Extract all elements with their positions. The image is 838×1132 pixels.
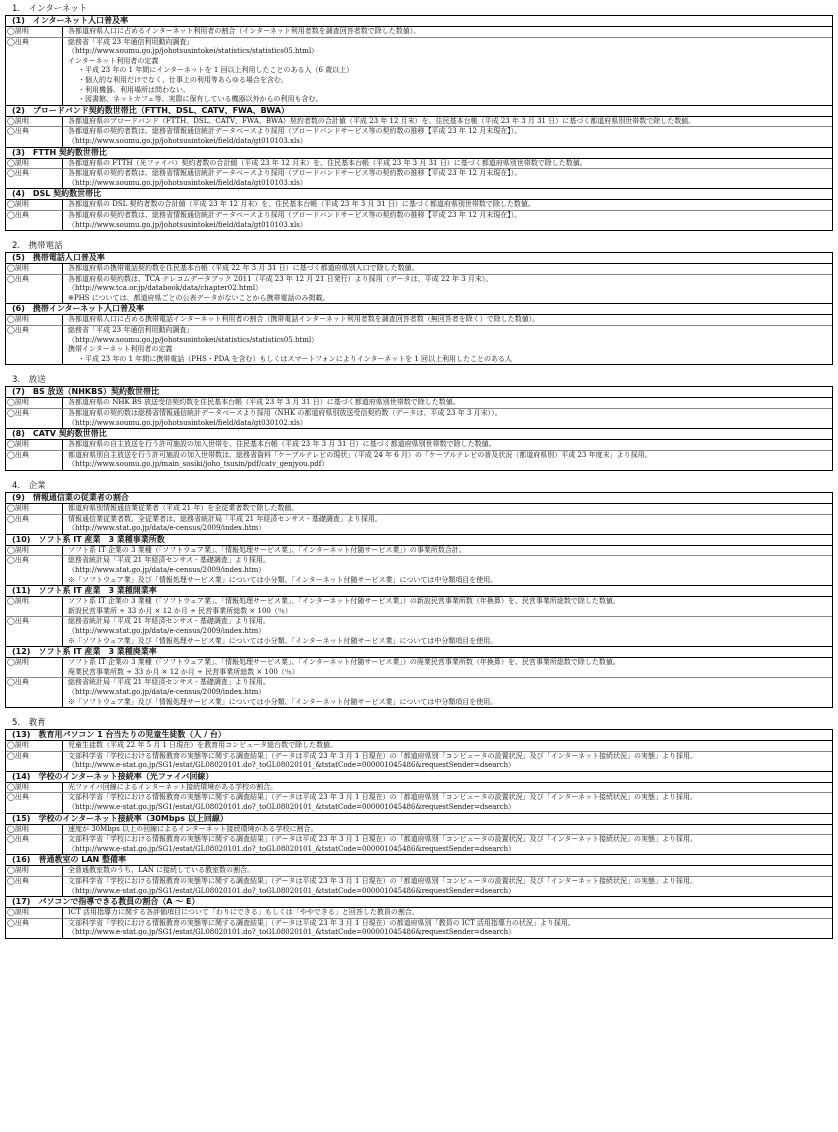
section-block [5,386,833,471]
text-line: 各都道府県人口に占めるインターネット利用者の割合（インターネット利用者数を調査回答者数で除した数値）。 [68,27,421,35]
item-box [5,646,833,708]
row-label: ◯説明 [6,546,63,556]
row-label: ◯出典 [6,169,63,188]
item-box [5,252,833,303]
row-label: ◯出典 [6,275,63,304]
row-text [63,409,832,428]
row-label: ◯説明 [6,440,63,450]
item-row [6,866,832,876]
text-line: 各都道府県のブロードバンド（FTTH、DSL、CATV、FWA、BWA）契約者数の合計値（平成 23 年 12 月末）を、住民基本台帳（平成 23 年 3 月 31 日）に基づく都道府県別世帯数で除した数値。 [68,116,696,125]
row-text [63,546,832,556]
item-heading: (11) ソフト系 IT 産業 3 業種開業率 [6,586,832,597]
text-line: ※「ソフトウェア業」及び「情報処理サービス業」については小分類、「インターネット付随サービス業」については中分類項目を使用。 [68,636,498,645]
text-line: 廃業民営事業所数 ÷ 33 か月 × 12 か月 ÷ 民営事業所総数 × 100（％） [68,667,299,676]
row-text [63,825,832,835]
text-line: 全普通教室数のうち、LAN に接続している教室数の割合。 [68,866,255,875]
row-label: ◯出典 [6,409,63,428]
row-text [63,169,832,188]
row-text [63,127,832,146]
row-text [63,658,832,677]
row-label: ◯出典 [6,678,63,707]
item-row [6,597,832,616]
row-text [63,877,832,896]
item-row [6,658,832,677]
item-heading: (1) インターネット人口普及率 [6,16,832,27]
item-heading: (12) ソフト系 IT 産業 3 業種廃業率 [6,647,832,658]
row-text [63,38,832,105]
item-row [6,918,832,938]
text-line: 新設民営事業所 ÷ 33 か月 × 12 か月 ÷ 民営事業所総数 × 100（％） [68,606,292,615]
item-box [5,534,833,585]
row-label: ◯出典 [6,793,63,812]
row-label: ◯出典 [6,835,63,854]
text-line: 総務省統計局「平成 21 年経済センサス - 基礎調査」より採用。 [68,678,270,687]
item-heading: (4) DSL 契約数世帯比 [6,189,832,200]
row-text [63,835,832,854]
row-text [63,275,832,304]
text-line: 児童生徒数（平成 22 年 5 月 1 日現在）を教育用コンピュータ総台数で除した数値。 [68,741,338,750]
row-text [63,264,832,274]
text-line: 各都道府県の DSL 契約者数の合計値（平成 23 年 12 月末）を、住民基本台帳（平成 23 年 3 月 31 日）に基づく都道府県別世帯数で除した数値。 [68,200,535,209]
item-row [6,876,832,896]
row-text [63,866,832,876]
row-label: ◯説明 [6,658,63,677]
item-row [6,450,832,470]
row-text [63,919,832,938]
row-text [63,752,832,771]
item-box [5,386,833,428]
item-row [6,325,832,364]
row-text [63,678,832,707]
item-box [5,813,833,855]
text-line: ※「ソフトウェア業」及び「情報処理サービス業」については小分類、「インターネット付随サービス業」については中分類項目を使用。 [68,697,498,706]
item-heading: (8) CATV 契約数世帯比 [6,429,832,440]
row-text [63,200,832,210]
row-label: ◯説明 [6,597,63,616]
text-line: ・個人的な利用だけでなく、仕事上の利用等あらゆる場合を含む。 [78,75,288,84]
text-line: ・図書館、ネットカフェ等、実際に保有している機器以外からの利用も含む。 [78,95,323,104]
text-line: （http://www.soumu.go.jp/johotsusintokei/statistics/statistics05.html） [68,47,319,56]
item-row [6,117,832,127]
item-row [6,408,832,428]
text-line: 総務省統計局「平成 21 年経済センサス - 基礎調査」より採用。 [68,556,270,565]
row-label: ◯説明 [6,908,63,918]
row-text [63,326,832,364]
section-title: 1. インターネット [12,4,88,14]
item-box [5,428,833,471]
item-row [6,908,832,918]
text-line: 各都道府県の契約数は、TCA テレコムデータブック 2011（平成 23 年 12 月 21 日発行）より採用（データは、平成 22 年 3 月末）。 [68,274,493,283]
text-line: ・平成 23 年の 1 年間にインターネットを 1 回以上利用したことのある人（6 歳以上） [78,66,354,75]
text-line: （http://www.soumu.go.jp/johotsusintokei/field/data/gt030102.xls） [68,418,307,427]
item-row [6,677,832,707]
text-line: （http://www.soumu.go.jp/johotsusintokei/field/data/gt010103.xls） [68,220,307,229]
text-line: ソフト系 IT 企業の 3 業種（「ソフトウェア業」、「情報処理サービス業」、「インターネット付随サービス業」）の廃業民営事業所数（年換算）を、民営事業所総数で除した数値。 [68,658,620,667]
text-line: 情報通信業従業者数、全従業者は、総務省統計局「平成 21 年経済センサス - 基礎調査」より採用。 [68,514,382,523]
text-line: （http://www.e-stat.go.jp/SG1/estat/GL08020101.do?_toGL08020101_&tstatCode=000001045486&requestSender=dsearch） [68,886,516,895]
row-text [63,27,832,37]
item-row [6,159,832,169]
row-label: ◯説明 [6,783,63,793]
text-line: （http://www.soumu.go.jp/main_sosiki/joho_tsusin/pdf/catv_genjyou.pdf） [68,460,329,469]
item-box [5,771,833,813]
text-line: （http://www.stat.go.jp/data/e-census/2009/index.htm） [68,524,266,533]
text-line: 各都道府県の自主放送を行う許可施設の加入世帯を、住民基本台帳（平成 23 年 3 月 31 日）に基づく都道府県別世帯数で除した数値。 [68,440,496,449]
item-heading: (13) 教育用パソコン 1 台当たりの児童生徒数（人 / 台） [6,730,832,741]
row-label: ◯説明 [6,398,63,408]
item-heading: (6) 携帯インターネット人口普及率 [6,304,832,315]
text-line: 文部科学省「学校における情報教育の実態等に関する調査結果」（データは平成 23 年 3 月 1 日現在）の「都道府県別「コンピュータの設置状況」及び「インターネット接続状況」の実態」より採用。 [68,877,698,886]
row-label: ◯説明 [6,27,63,37]
text-line: 各都道府県の契約者数は、総務省情報通信統計データベースより採用（ブロードバンドサービス等の契約数の推移【平成 23 年 12 月末現在】）。 [68,169,522,178]
text-line: （http://www.e-stat.go.jp/SG1/estat/GL08020101.do?_toGL08020101_&tstatCode=000001045486&requestSender=dsearch） [68,928,516,937]
item-row [6,555,832,585]
item-row [6,200,832,210]
row-label: ◯説明 [6,315,63,325]
text-line: 文部科学省「学校における情報教育の実態等に関する調査結果」（データは平成 23 年 3 月 1 日現在）の「都道府県別「コンピュータの設置状況」及び「インターネット接続状況」の実態」より採用。 [68,751,698,760]
row-text [63,783,832,793]
item-row [6,616,832,646]
text-line: 文部科学省「学校における情報教育の実態等に関する調査結果」（データは平成 23 年 3 月 1 日現在）の「都道府県別「コンピュータの設置状況」及び「インターネット接続状況」の実態」より採用。 [68,793,698,802]
text-line: 速度が 30Mbps 以上の回線によるインターネット接続環境がある学校に割合。 [68,824,318,833]
text-line: ※「ソフトウェア業」及び「情報処理サービス業」については小分類、「インターネット付随サービス業」については中分類項目を使用。 [68,575,498,584]
item-box [5,896,833,939]
section-title: 3. 放送 [12,375,46,386]
row-label: ◯出典 [6,451,63,470]
item-row [6,168,832,188]
section-title: 5. 教育 [12,718,46,729]
text-line: 各都道府県の NHK BS 放送受信契約数を住民基本台帳（平成 23 年 3 月 31 日）に基づく都道府県別世帯数で除した数値。 [68,398,460,407]
row-label: ◯説明 [6,117,63,127]
item-row [6,37,832,105]
text-line: インターネット利用者の定義 [68,56,159,65]
text-line: 各都道府県人口に占める携帯電話インターネット利用者の割合（携帯電話インターネット利用者数を調査回答者数（無回答者を除く）で除した数値）。 [68,315,540,324]
row-text [63,117,832,127]
text-line: ソフト系 IT 企業の 3 業種（「ソフトウェア業」、「情報処理サービス業」、「インターネット付随サービス業」）の新設民営事業所数（年換算）を、民営事業所総数で除した数値。 [68,597,620,606]
text-line: 文部科学省「学校における情報教育の実態等に関する調査結果」（データは平成 23 年 3 月 1 日現在）の「都道府県別「コンピュータの設置状況」及び「インターネット接続状況」の実態」より採用。 [68,835,698,844]
row-label: ◯出典 [6,877,63,896]
document-body [5,4,833,939]
item-row [6,546,832,556]
row-label: ◯出典 [6,919,63,938]
text-line: 都道府県別情報通信業従業者（平成 21 年）を全従業者数で除した数値。 [68,504,299,512]
text-line: （http://www.soumu.go.jp/johotsusintokei/field/data/gt010103.xls） [68,136,307,145]
text-line: （http://www.e-stat.go.jp/SG1/estat/GL08020101.do?_toGL08020101_&tstatCode=000001045486&requestSender=dsearch） [68,761,516,770]
row-label: ◯出典 [6,617,63,646]
text-line: 各都道府県の携帯電話契約数を住民基本台帳（平成 22 年 3 月 31 日）に基づく都道府県別人口で除した数値。 [68,264,419,273]
row-text [63,617,832,646]
item-row [6,751,832,771]
text-line: （http://www.stat.go.jp/data/e-census/2009/index.htm） [68,626,266,635]
item-row [6,741,832,751]
item-box [5,303,833,365]
row-label: ◯出典 [6,38,63,105]
row-text [63,741,832,751]
item-row [6,315,832,325]
item-row [6,274,832,304]
row-text [63,793,832,812]
section-block [5,252,833,365]
item-heading: (14) 学校のインターネット接続率（光ファイバ回線） [6,772,832,783]
row-text [63,211,832,230]
text-line: 光ファイバ回線によるインターネット接続環境がある学校の割合。 [68,782,278,791]
item-heading: (10) ソフト系 IT 産業 3 業種事業所数 [6,535,832,546]
row-label: ◯説明 [6,200,63,210]
item-heading: (9) 情報通信業の従業者の割合 [6,493,832,504]
text-line: 総務省「平成 23 年通信利用動向調査」 [68,37,194,46]
row-label: ◯出典 [6,211,63,230]
item-row [6,825,832,835]
text-line: （http://www.stat.go.jp/data/e-census/2009/index.htm） [68,687,266,696]
text-line: 総務省「平成 23 年通信利用動向調査」 [68,326,194,335]
item-row [6,834,832,854]
row-label: ◯説明 [6,825,63,835]
item-row [6,783,832,793]
text-line: ・平成 23 年の 1 年間に携帯電話（PHS・PDA を含む）もしくはスマートフォンによりインターネットを 1 回以上利用したことのある人 [78,354,513,363]
row-text [63,159,832,169]
text-line: 都道府県別自主放送を行う許可施設の加入世帯数は、総務省資料「ケーブルテレビの現状」（平成 24 年 6 月）の「ケーブルテレビの普及状況（都道府県別）平成 23 年度末」より採用。 [68,450,652,459]
text-line: ソフト系 IT 企業の 3 業種（「ソフトウェア業」、「情報処理サービス業」、「インターネット付随サービス業」）の事業所数合計。 [68,545,466,554]
section-block [5,15,833,231]
text-line: （http://www.stat.go.jp/data/e-census/2009/index.htm） [68,565,266,574]
row-label: ◯出典 [6,752,63,771]
section-block [5,492,833,708]
row-label: ◯出典 [6,556,63,585]
text-line: （http://www.soumu.go.jp/johotsusintokei/statistics/statistics05.html） [68,335,319,344]
section-block [5,729,833,939]
row-text [63,908,832,918]
row-text [63,315,832,325]
item-box [5,729,833,771]
item-box [5,15,833,105]
text-line: 各都道府県の FTTH（光ファイバ）契約者数の合計値（平成 23 年 12 月末）を、住民基本台帳（平成 23 年 3 月 31 日）に基づく都道府県別世帯数で除した数値。 [68,158,587,167]
item-row [6,27,832,37]
text-line: 文部科学省「学校における情報教育の実態等に関する調査結果」（データは平成 23 年 3 月 1 日現在）の都道府県別「教員の ICT 活用指導力の状況」より採用。 [68,918,575,927]
row-label: ◯出典 [6,326,63,364]
row-label: ◯説明 [6,159,63,169]
item-heading: (16) 普通教室の LAN 整備率 [6,855,832,866]
section-title: 2. 携帯電話 [12,241,63,252]
text-line: ※PHS については、都道府県ごとの公表データがないことから携帯電話のみ掲載。 [68,293,330,302]
row-text [63,504,832,514]
row-label: ◯説明 [6,866,63,876]
item-heading: (2) ブロードバンド契約数世帯比（FTTH、DSL、CATV、FWA、BWA） [6,106,832,117]
text-line: （http://www.tca.or.jp/databook/data/chapter02.html） [68,284,263,293]
text-line: （http://www.soumu.go.jp/johotsusintokei/field/data/gt010103.xls） [68,178,307,187]
item-row [6,210,832,230]
item-heading: (3) FTTH 契約数世帯比 [6,148,832,159]
row-text [63,451,832,470]
item-heading: (15) 学校のインターネット接続率（30Mbps 以上回線） [6,814,832,825]
item-heading: (17) パソコンで指導できる教員の割合（A ～ E） [6,897,832,908]
text-line: （http://www.e-stat.go.jp/SG1/estat/GL08020101.do?_toGL08020101_&tstatCode=000001045486&requestSender=dsearch） [68,844,516,853]
item-heading: (5) 携帯電話人口普及率 [6,253,832,264]
row-label: ◯出典 [6,515,63,534]
item-box [5,585,833,646]
text-line: （http://www.e-stat.go.jp/SG1/estat/GL08020101.do?_toGL08020101_&tstatCode=000001045486&requestSender=dsearch） [68,803,516,812]
row-text [63,440,832,450]
row-text [63,398,832,408]
item-box [5,188,833,231]
item-row [6,514,832,534]
row-label: ◯説明 [6,741,63,751]
text-line: 各都道府県の契約者数は、総務省情報通信統計データベースより採用（ブロードバンドサービス等の契約数の推移【平成 23 年 12 月末現在】）。 [68,127,522,136]
row-label: ◯説明 [6,264,63,274]
text-line: 総務省統計局「平成 21 年経済センサス - 基礎調査」より採用。 [68,617,270,626]
item-row [6,440,832,450]
item-heading: (7) BS 放送（NHKBS）契約数世帯比 [6,387,832,398]
item-box [5,147,833,189]
item-row [6,398,832,408]
item-box [5,105,833,147]
text-line: ICT 活用指導力に関する各評価項目について「わりにできる」もしくは「ややできる」と回答した教員の割合。 [68,908,419,917]
item-row [6,126,832,146]
item-box [5,492,833,534]
item-row [6,792,832,812]
item-row [6,504,832,514]
item-box [5,854,833,896]
text-line: 各都道府県の契約者数は、総務省情報通信統計データベースより採用（ブロードバンドサービス等の契約数の推移【平成 23 年 12 月末現在】）。 [68,210,522,219]
item-row [6,264,832,274]
row-label: ◯説明 [6,504,63,514]
row-label: ◯出典 [6,127,63,146]
row-text [63,597,832,616]
text-line: 携帯インターネット利用者の定義 [68,345,173,354]
row-text [63,556,832,585]
row-text [63,515,832,534]
text-line: ・利用機器、利用場所は問わない。 [78,85,190,94]
section-title: 4. 企業 [12,481,46,491]
text-line: 各都道府県の契約数は総務省情報通信統計データベースより採用（NHK の都道府県別放送受信契約数（データは、平成 23 年 3 月末））。 [68,409,502,418]
